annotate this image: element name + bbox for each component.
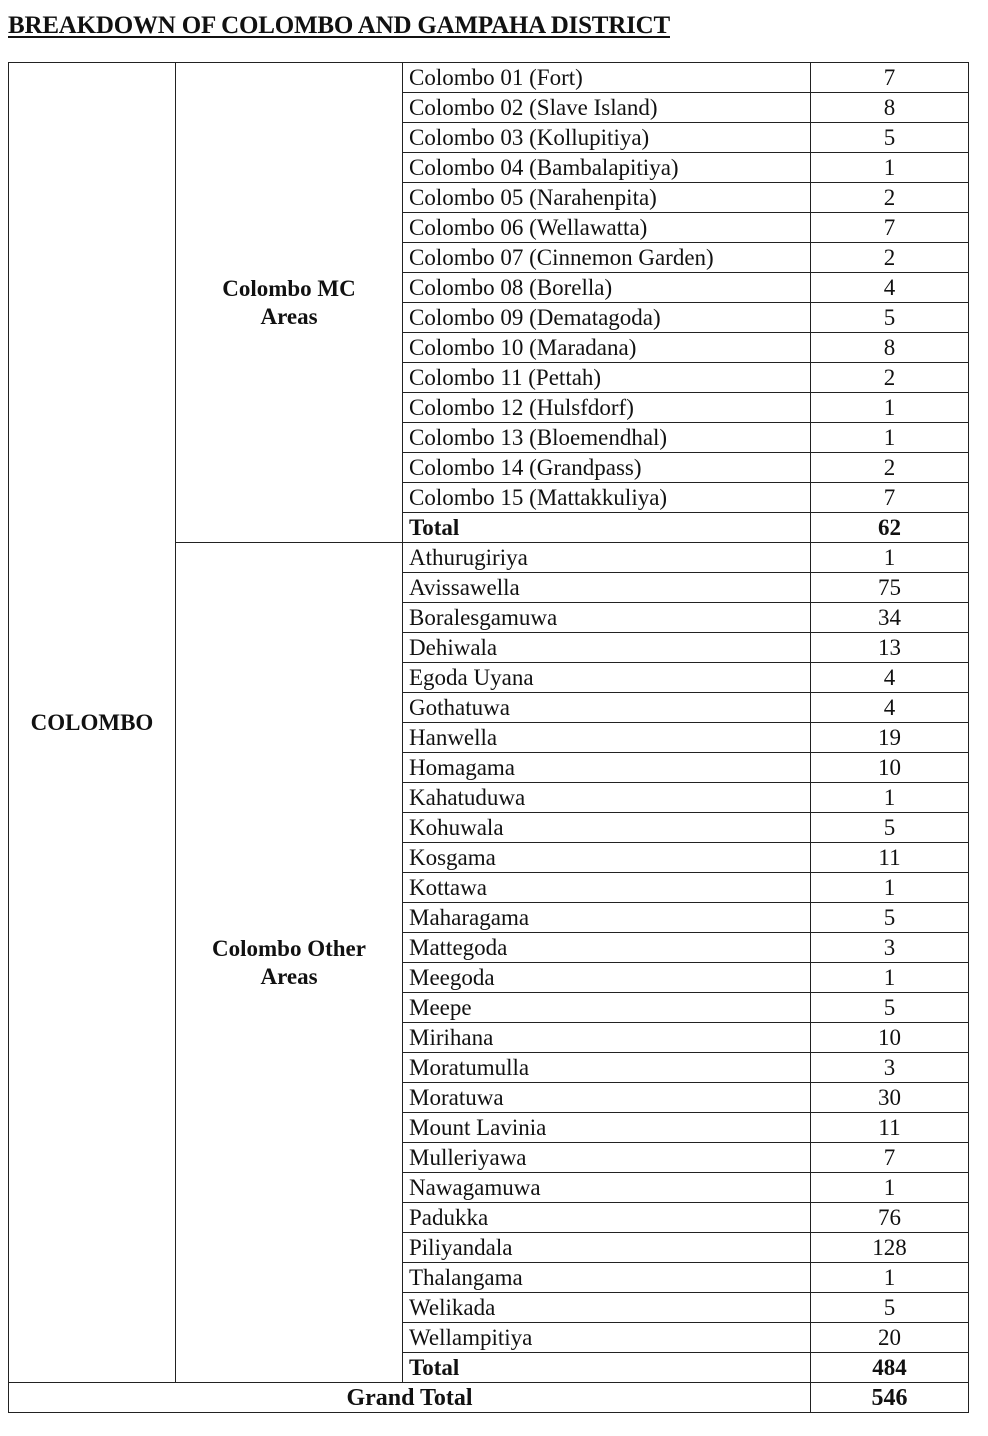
area-count: 128 <box>811 1233 969 1263</box>
area-name: Egoda Uyana <box>403 663 811 693</box>
grand-total-value: 546 <box>811 1383 969 1413</box>
area-name: Colombo 02 (Slave Island) <box>403 93 811 123</box>
area-count: 8 <box>811 333 969 363</box>
area-name: Colombo 10 (Maradana) <box>403 333 811 363</box>
page-title: BREAKDOWN OF COLOMBO AND GAMPAHA DISTRICT <box>8 12 670 39</box>
area-name: Mulleriyawa <box>403 1143 811 1173</box>
grand-total-label: Grand Total <box>9 1383 811 1413</box>
area-name: Colombo 14 (Grandpass) <box>403 453 811 483</box>
area-name: Moratuwa <box>403 1083 811 1113</box>
area-count: 1 <box>811 1263 969 1293</box>
area-name: Moratumulla <box>403 1053 811 1083</box>
grand-total-row <box>9 1383 969 1413</box>
area-name: Mirihana <box>403 1023 811 1053</box>
district-cell: COLOMBO <box>9 63 176 1383</box>
area-count: 3 <box>811 933 969 963</box>
area-count: 1 <box>811 153 969 183</box>
area-name: Mount Lavinia <box>403 1113 811 1143</box>
area-name: Avissawella <box>403 573 811 603</box>
area-name: Welikada <box>403 1293 811 1323</box>
area-name: Colombo 04 (Bambalapitiya) <box>403 153 811 183</box>
subtotal-label: Total <box>403 513 811 543</box>
area-count: 13 <box>811 633 969 663</box>
group-label-cell <box>176 543 403 1383</box>
area-count: 2 <box>811 363 969 393</box>
area-count: 5 <box>811 123 969 153</box>
breakdown-table-body <box>9 63 969 1413</box>
area-name: Boralesgamuwa <box>403 603 811 633</box>
area-name: Athurugiriya <box>403 543 811 573</box>
area-name: Colombo 12 (Hulsfdorf) <box>403 393 811 423</box>
area-name: Colombo 15 (Mattakkuliya) <box>403 483 811 513</box>
area-count: 3 <box>811 1053 969 1083</box>
area-name: Colombo 01 (Fort) <box>403 63 811 93</box>
subtotal-label: Total <box>403 1353 811 1383</box>
area-name: Kahatuduwa <box>403 783 811 813</box>
area-name: Colombo 03 (Kollupitiya) <box>403 123 811 153</box>
area-count: 19 <box>811 723 969 753</box>
area-count: 2 <box>811 453 969 483</box>
area-count: 1 <box>811 423 969 453</box>
area-name: Colombo 13 (Bloemendhal) <box>403 423 811 453</box>
area-name: Homagama <box>403 753 811 783</box>
area-name: Kosgama <box>403 843 811 873</box>
area-count: 5 <box>811 903 969 933</box>
breakdown-table <box>8 62 969 1413</box>
group-label-line1: Colombo MC <box>222 275 356 301</box>
area-name: Maharagama <box>403 903 811 933</box>
group-label-line2: Areas <box>260 303 318 329</box>
area-count: 20 <box>811 1323 969 1353</box>
area-name: Colombo 07 (Cinnemon Garden) <box>403 243 811 273</box>
area-name: Meepe <box>403 993 811 1023</box>
area-count: 7 <box>811 483 969 513</box>
area-count: 7 <box>811 213 969 243</box>
area-count: 5 <box>811 303 969 333</box>
area-count: 1 <box>811 873 969 903</box>
group-label-cell <box>176 63 403 543</box>
table-row <box>9 63 969 93</box>
area-count: 30 <box>811 1083 969 1113</box>
area-count: 11 <box>811 1113 969 1143</box>
area-count: 1 <box>811 1173 969 1203</box>
subtotal-value: 484 <box>811 1353 969 1383</box>
area-name: Kottawa <box>403 873 811 903</box>
area-count: 75 <box>811 573 969 603</box>
area-name: Mattegoda <box>403 933 811 963</box>
area-count: 8 <box>811 93 969 123</box>
area-count: 1 <box>811 393 969 423</box>
area-name: Thalangama <box>403 1263 811 1293</box>
area-count: 5 <box>811 993 969 1023</box>
area-name: Gothatuwa <box>403 693 811 723</box>
area-count: 1 <box>811 783 969 813</box>
area-count: 4 <box>811 273 969 303</box>
area-count: 7 <box>811 63 969 93</box>
area-count: 10 <box>811 1023 969 1053</box>
area-count: 76 <box>811 1203 969 1233</box>
area-name: Hanwella <box>403 723 811 753</box>
area-count: 7 <box>811 1143 969 1173</box>
area-count: 2 <box>811 183 969 213</box>
area-name: Colombo 09 (Dematagoda) <box>403 303 811 333</box>
area-count: 10 <box>811 753 969 783</box>
area-name: Colombo 08 (Borella) <box>403 273 811 303</box>
group-label-line1: Colombo Other <box>212 935 366 961</box>
area-name: Wellampitiya <box>403 1323 811 1353</box>
area-count: 4 <box>811 693 969 723</box>
area-name: Piliyandala <box>403 1233 811 1263</box>
area-name: Dehiwala <box>403 633 811 663</box>
area-count: 1 <box>811 543 969 573</box>
area-name: Nawagamuwa <box>403 1173 811 1203</box>
subtotal-value: 62 <box>811 513 969 543</box>
area-name: Kohuwala <box>403 813 811 843</box>
area-name: Meegoda <box>403 963 811 993</box>
area-name: Colombo 11 (Pettah) <box>403 363 811 393</box>
area-count: 5 <box>811 813 969 843</box>
area-name: Colombo 05 (Narahenpita) <box>403 183 811 213</box>
area-count: 34 <box>811 603 969 633</box>
area-name: Padukka <box>403 1203 811 1233</box>
area-count: 4 <box>811 663 969 693</box>
group-label-line2: Areas <box>260 963 318 989</box>
area-name: Colombo 06 (Wellawatta) <box>403 213 811 243</box>
area-count: 2 <box>811 243 969 273</box>
area-count: 1 <box>811 963 969 993</box>
area-count: 5 <box>811 1293 969 1323</box>
area-count: 11 <box>811 843 969 873</box>
